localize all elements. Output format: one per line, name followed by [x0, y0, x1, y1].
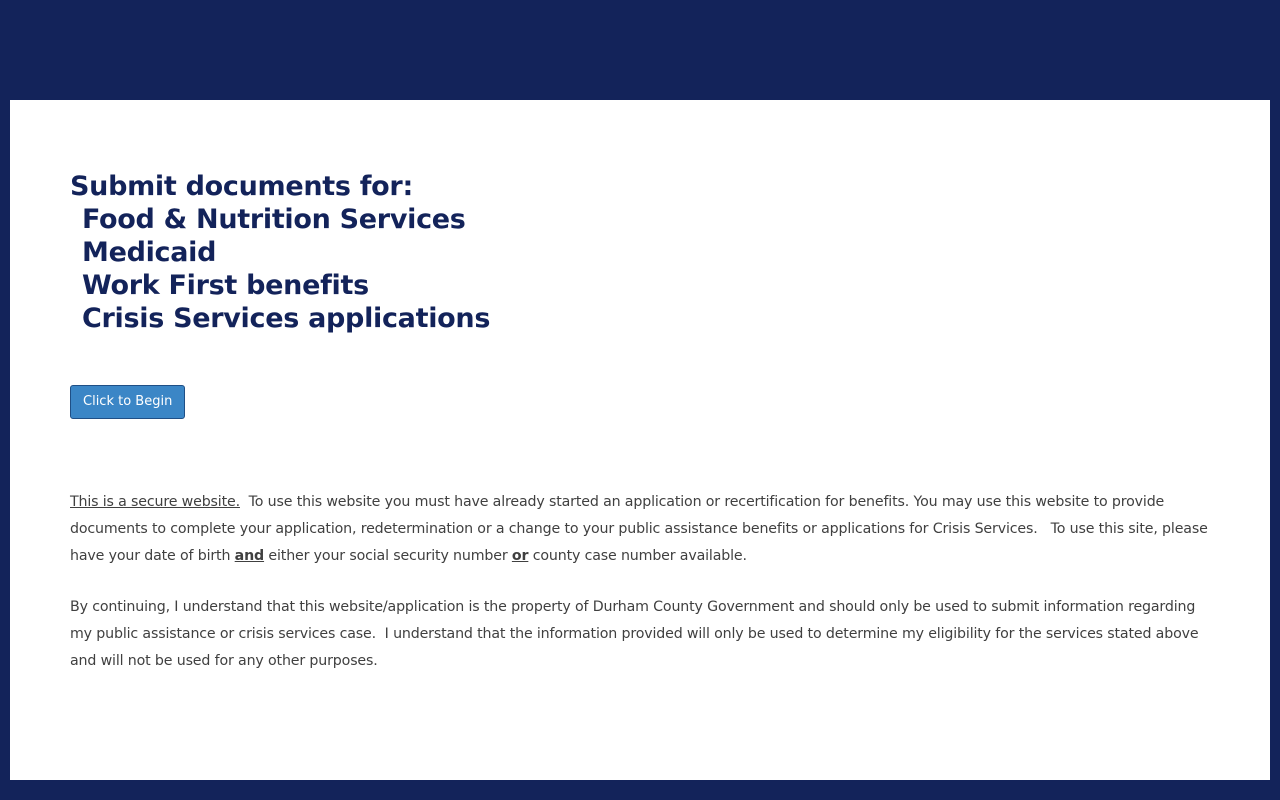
title-intro: Submit documents for:: [70, 171, 413, 202]
secure-site-notice: [70, 489, 1213, 570]
notice-text-part3: county case number available.: [528, 548, 747, 564]
secure-website-text: This is a secure website.: [70, 494, 240, 510]
service-work-first: Work First benefits: [82, 270, 369, 301]
service-food-nutrition: Food & Nutrition Services: [82, 204, 466, 235]
service-crisis: Crisis Services applications: [82, 303, 491, 334]
service-medicaid: Medicaid: [82, 237, 217, 268]
header-band: [10, 0, 1270, 100]
notice-and-word: and: [234, 548, 265, 564]
page-title: [70, 170, 1210, 335]
notice-text-part2: either your social security number: [264, 548, 512, 564]
consent-statement: By continuing, I understand that this website/application is the property of Durham County Government and should only be used to submit information regarding my public assistance or crisis services case. I understand that the information provided will only be used to determine my eligibility for the services stated above and will not be used for any other purposes.: [70, 599, 1203, 669]
main-content: [10, 100, 1270, 780]
click-to-begin-button[interactable]: Click to Begin: [70, 385, 185, 419]
notice-or-word: or: [511, 548, 529, 564]
notice-text-part1: To use this website you must have already started an application or recertification for benefits. You may use this website to provide documents to complete your application, redetermination or a change to your public assistance benefits or applications for Crisis Services. To use this site, please have your date of birth: [70, 494, 1213, 564]
button-row: [70, 385, 1210, 419]
